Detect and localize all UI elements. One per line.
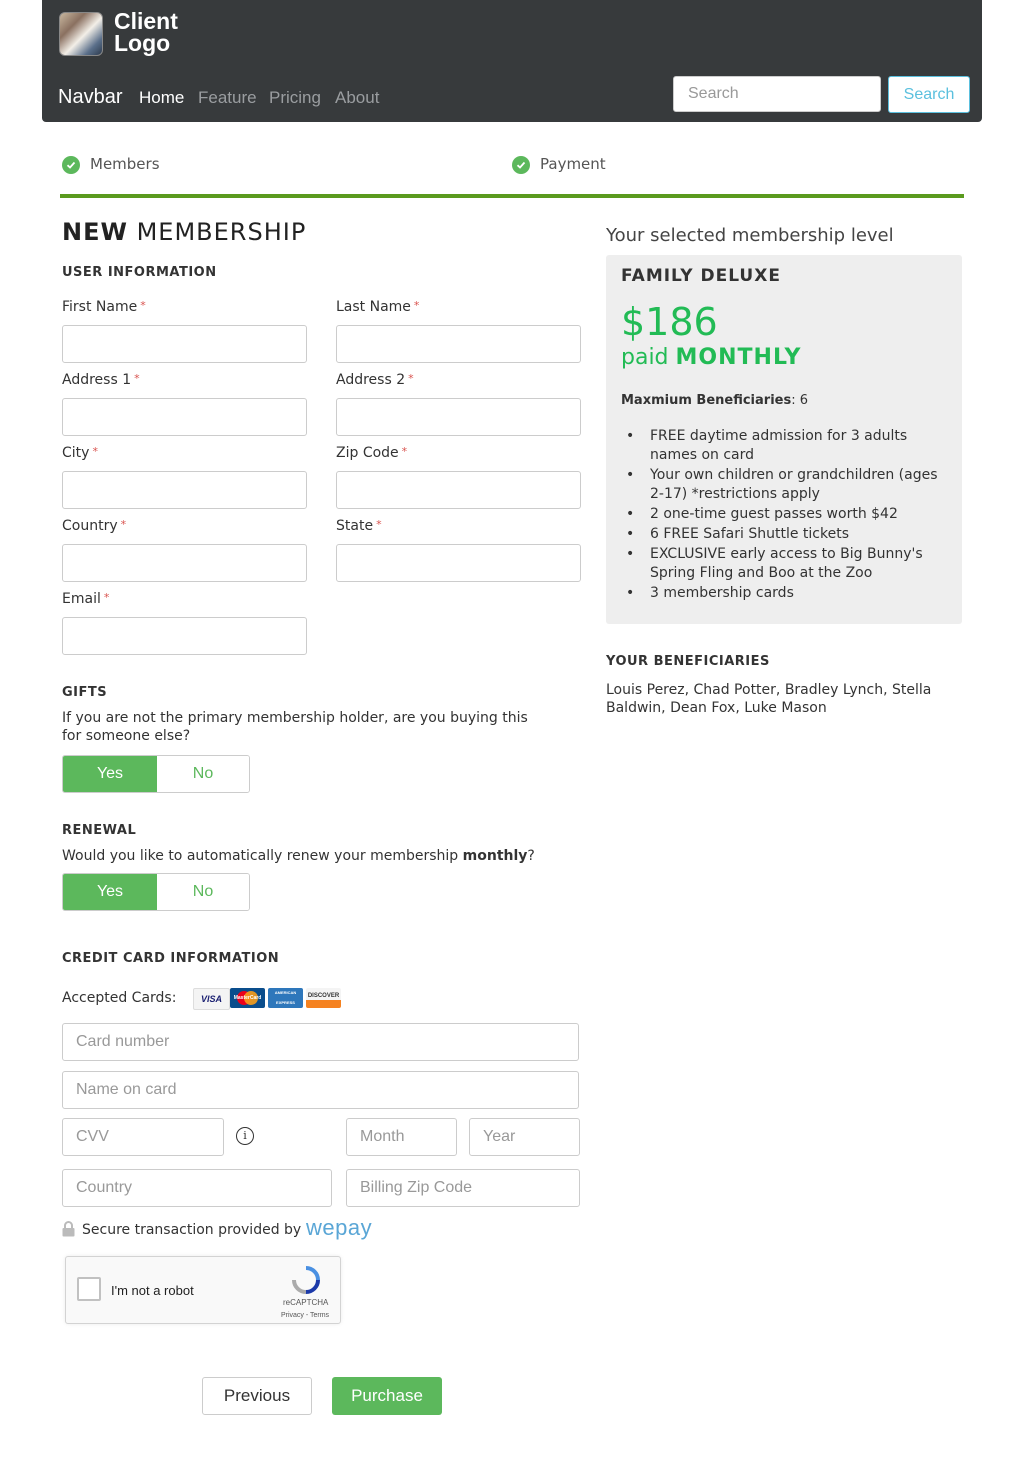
nav-pricing[interactable]: Pricing xyxy=(269,88,321,107)
credit-card-heading: CREDIT CARD INFORMATION xyxy=(62,951,280,966)
list-item: • FREE daytime admission for 3 adults names on card xyxy=(626,427,946,465)
state-label: State * xyxy=(336,518,382,534)
address1-label: Address 1 * xyxy=(62,372,140,388)
mastercard-icon: MasterCard xyxy=(230,988,265,1008)
first-name-label: First Name * xyxy=(62,299,146,315)
wepay-logo: wepay xyxy=(306,1215,373,1240)
members-check-icon xyxy=(62,156,80,174)
renewal-heading: RENEWAL xyxy=(62,823,137,838)
city-field[interactable] xyxy=(62,471,307,509)
client-logo-text[interactable] xyxy=(114,10,178,54)
discover-icon: DISCOVER xyxy=(306,988,341,1008)
navbar-brand[interactable]: Navbar xyxy=(58,86,123,108)
list-item: • 3 membership cards xyxy=(626,584,946,603)
recaptcha-icon xyxy=(290,1265,322,1299)
logo-line-1: Client xyxy=(114,8,178,34)
recaptcha-brand: reCAPTCHA xyxy=(283,1298,329,1307)
list-item: • 6 FREE Safari Shuttle tickets xyxy=(626,525,946,544)
level-price: $186 xyxy=(621,300,718,344)
secure-transaction-text: Secure transaction provided by xyxy=(82,1222,302,1238)
gifts-heading: GIFTS xyxy=(62,685,108,700)
max-beneficiaries: Maxmium Beneficiaries: 6 xyxy=(621,393,809,408)
year-input[interactable] xyxy=(469,1118,580,1156)
email-label: Email * xyxy=(62,591,110,607)
billing-zip-input[interactable] xyxy=(346,1169,580,1207)
zip-field[interactable] xyxy=(336,471,581,509)
level-period: paid MONTHLY xyxy=(621,345,802,370)
logo-line-2: Logo xyxy=(114,30,171,56)
city-label: City * xyxy=(62,445,98,461)
beneficiaries-heading: YOUR BENEFICIARIES xyxy=(606,654,770,669)
visa-icon: VISA xyxy=(193,988,230,1010)
nav-feature[interactable]: Feature xyxy=(198,88,257,107)
gifts-yes-button[interactable]: Yes xyxy=(63,756,157,792)
list-item: • EXCLUSIVE early access to Big Bunny's Spring Fling and Boo at the Zoo xyxy=(626,545,946,583)
selected-level-heading: Your selected membership level xyxy=(606,225,894,246)
step-members: Members xyxy=(90,155,160,173)
billing-country-input[interactable] xyxy=(62,1169,332,1207)
renewal-no-button[interactable]: No xyxy=(157,874,249,910)
info-icon[interactable]: i xyxy=(236,1127,254,1145)
nav-about[interactable]: About xyxy=(335,88,380,107)
title-bold: NEW xyxy=(62,218,128,246)
step-payment: Payment xyxy=(540,155,606,173)
amex-icon: AMERICAN EXPRESS xyxy=(268,988,303,1008)
cvv-input[interactable] xyxy=(62,1118,224,1156)
country-label: Country * xyxy=(62,518,127,534)
renewal-question: Would you like to automatically renew your membership monthly? xyxy=(62,848,535,864)
month-input[interactable] xyxy=(346,1118,457,1156)
gifts-toggle xyxy=(62,755,250,793)
accepted-cards-label: Accepted Cards: xyxy=(62,990,177,1006)
gifts-question: If you are not the primary membership holder, are you buying this for someone else? xyxy=(62,710,528,744)
previous-button[interactable]: Previous xyxy=(202,1377,312,1415)
benefits-list xyxy=(626,427,946,604)
search-button[interactable]: Search xyxy=(888,76,970,113)
page-title xyxy=(62,218,306,246)
state-field[interactable] xyxy=(336,544,581,582)
first-name-field[interactable] xyxy=(62,325,307,363)
address2-label: Address 2 * xyxy=(336,372,414,388)
recaptcha-label: I'm not a robot xyxy=(111,1283,194,1298)
lock-icon xyxy=(62,1221,75,1241)
level-name: FAMILY DELUXE xyxy=(621,266,781,286)
address1-field[interactable] xyxy=(62,398,307,436)
renewal-yes-button[interactable]: Yes xyxy=(63,874,157,910)
user-info-heading: USER INFORMATION xyxy=(62,265,217,280)
name-on-card-input[interactable] xyxy=(62,1071,579,1109)
zip-label: Zip Code * xyxy=(336,445,408,461)
list-item: • Your own children or grandchildren (ages 2-17) *restrictions apply xyxy=(626,466,946,504)
progress-bar xyxy=(60,194,964,198)
recaptcha-widget xyxy=(65,1256,341,1324)
client-logo-image[interactable] xyxy=(59,12,103,56)
address2-field[interactable] xyxy=(336,398,581,436)
search-input[interactable] xyxy=(673,76,881,112)
last-name-field[interactable] xyxy=(336,325,581,363)
nav-home[interactable]: Home xyxy=(139,88,185,107)
gifts-no-button[interactable]: No xyxy=(157,756,249,792)
payment-check-icon xyxy=(512,156,530,174)
beneficiaries-list: Louis Perez, Chad Potter, Bradley Lynch, Stella Baldwin, Dean Fox, Luke Mason xyxy=(606,682,932,716)
renewal-toggle xyxy=(62,873,250,911)
recaptcha-checkbox[interactable] xyxy=(77,1277,101,1301)
list-item: • 2 one-time guest passes worth $42 xyxy=(626,505,946,524)
card-number-input[interactable] xyxy=(62,1023,579,1061)
country-field[interactable] xyxy=(62,544,307,582)
recaptcha-links[interactable]: Privacy - Terms xyxy=(280,1312,330,1319)
title-rest: MEMBERSHIP xyxy=(136,218,307,246)
purchase-button[interactable]: Purchase xyxy=(332,1377,442,1415)
email-field[interactable] xyxy=(62,617,307,655)
last-name-label: Last Name * xyxy=(336,299,420,315)
